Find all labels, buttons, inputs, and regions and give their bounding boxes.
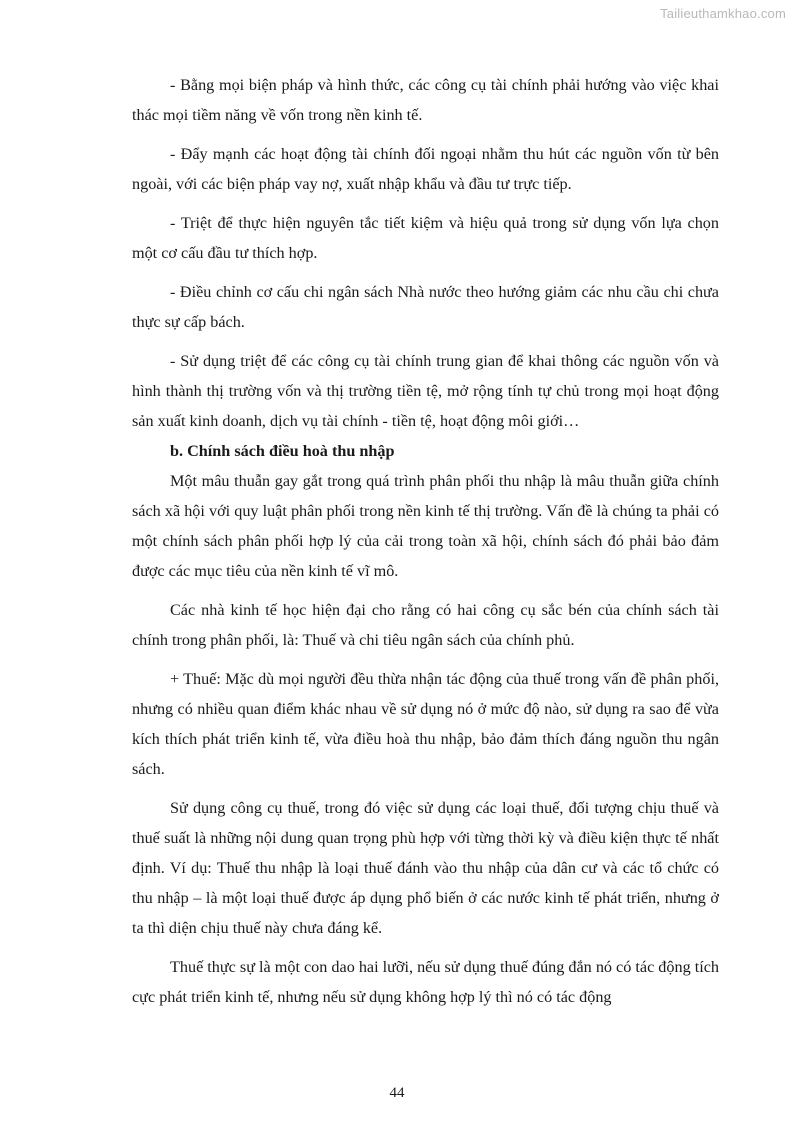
body-paragraph-1: Một mâu thuẫn gay gắt trong quá trình phân phối thu nhập là mâu thuẫn giữa chính sách xã hội với quy luật phân phối trong nền kinh tế thị trường. Vấn đề là chúng ta phải có một chính sách phân phối hợp lý của cải trong toàn xã hội, chính sách đó phải bảo đảm được các mục tiêu của nền kinh tế vĩ mô. [132, 472, 719, 580]
bullet-paragraph-1: - Bằng mọi biện pháp và hình thức, các công cụ tài chính phải hướng vào việc khai thác mọi tiềm năng về vốn trong nền kinh tế. [132, 76, 719, 124]
bullet-paragraph-3: - Triệt để thực hiện nguyên tắc tiết kiệm và hiệu quả trong sử dụng vốn lựa chọn một cơ cấu đầu tư thích hợp. [132, 214, 719, 262]
site-watermark: Tailieuthamkhao.com [660, 6, 786, 21]
bullet-paragraph-2: - Đẩy mạnh các hoạt động tài chính đối ngoại nhằm thu hút các nguồn vốn từ bên ngoài, với các biện pháp vay nợ, xuất nhập khẩu và đầu tư trực tiếp. [132, 145, 719, 193]
page-number: 44 [389, 1085, 405, 1101]
body-paragraph-4: Sử dụng công cụ thuế, trong đó việc sử dụng các loại thuế, đối tượng chịu thuế và thuế suất là những nội dung quan trọng phù hợp với từng thời kỳ và điều kiện thực tế nhất định. Ví dụ: Thuế thu nhập là loại thuế đánh vào thu nhập của dân cư và các tổ chức có thu nhập – là một loại thuế được áp dụng phổ biến ở các nước kinh tế phát triển, nhưng ở ta thì diện chịu thuế này chưa đáng kể. [132, 799, 719, 937]
document-body [132, 70, 719, 1021]
body-paragraph-5: Thuế thực sự là một con dao hai lưỡi, nếu sử dụng thuế đúng đắn nó có tác động tích cực phát triển kinh tế, nhưng nếu sử dụng không hợp lý thì nó có tác động [132, 958, 719, 1006]
section-heading: b. Chính sách điều hoà thu nhập [170, 442, 395, 460]
bullet-paragraph-4: - Điều chỉnh cơ cấu chi ngân sách Nhà nước theo hướng giảm các nhu cầu chi chưa thực sự cấp bách. [132, 283, 719, 331]
bullet-paragraph-5: - Sử dụng triệt để các công cụ tài chính trung gian để khai thông các nguồn vốn và hình thành thị trường vốn và thị trường tiền tệ, mở rộng tính tự chủ trong mọi hoạt động sản xuất kinh doanh, dịch vụ tài chính - tiền tệ, hoạt động môi giới… [132, 352, 719, 430]
body-paragraph-2: Các nhà kinh tế học hiện đại cho rằng có hai công cụ sắc bén của chính sách tài chính trong phân phối, là: Thuế và chi tiêu ngân sách của chính phủ. [132, 601, 719, 649]
body-paragraph-3: + Thuế: Mặc dù mọi người đều thừa nhận tác động của thuế trong vấn đề phân phối, nhưng có nhiều quan điểm khác nhau về sử dụng nó ở mức độ nào, sử dụng ra sao để vừa kích thích phát triển kinh tế, vừa điều hoà thu nhập, bảo đảm thích đáng nguồn thu ngân sách. [132, 670, 719, 778]
